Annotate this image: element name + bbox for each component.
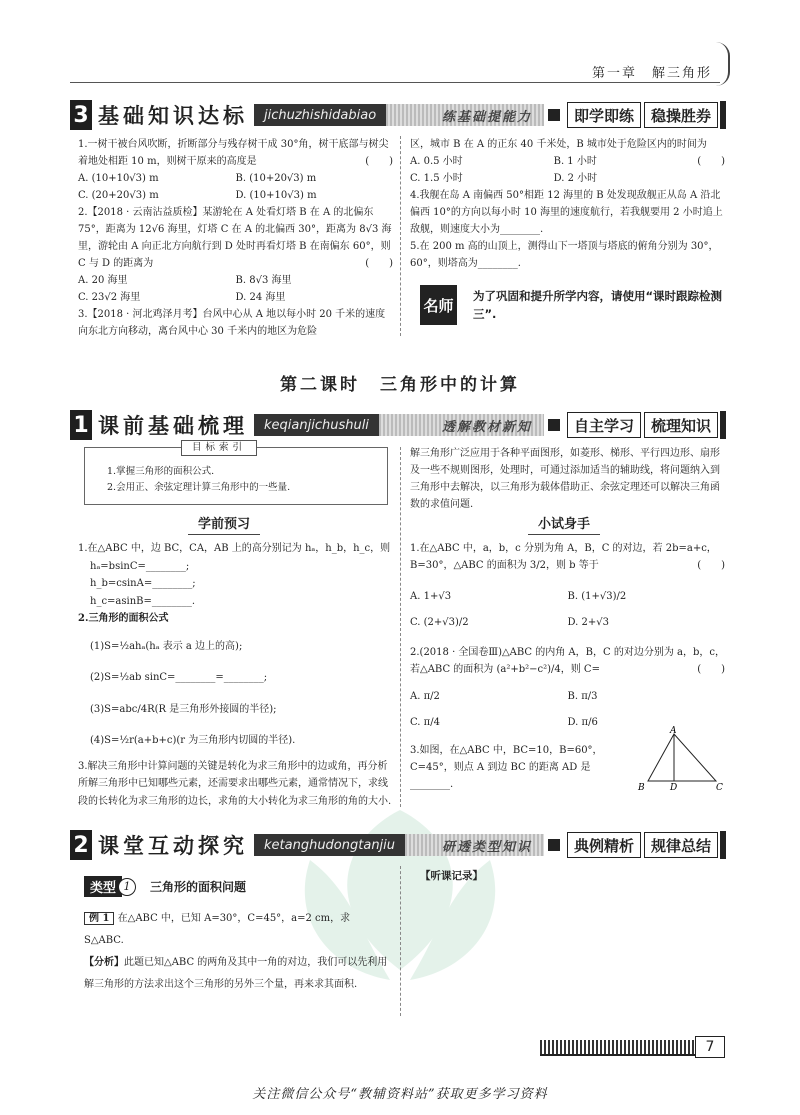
banner-end [720,831,726,859]
item-2-line-1: (1)S=½ahₐ(hₐ 表示 a 边上的高); [90,640,243,652]
type-number: 1 [118,878,136,896]
type-label: 类型 [84,876,122,897]
question-3-continued: 区，城市 B 在 A 的正东 40 千米处，B 城市处于危险区内的时间为 ( ) [410,139,725,167]
section-title: 基础知识达标 [98,104,248,128]
item-3: 3.解决三角形中计算问题的关键是转化为求三角形中的边或角，再分析所解三角形中已知哪些元素，还需要求出哪些元素，通常情况下，求线段的长转化为求三角形的边长，求角的大小转化为求三角形的角的大小. [78,760,392,807]
label-b: B [638,783,645,792]
chapter-bracket [714,42,730,86]
section-slogan: 练基础提能力 [386,104,544,126]
triangle-abc [648,734,716,781]
triangle-figure [636,726,726,792]
section-box-2: 梳理知识 [644,412,718,438]
page-number: 7 [695,1036,725,1058]
section-pinyin: keqianjichushuli [254,414,379,436]
section-title: 课前基础梳理 [98,414,248,438]
example-1: 例 1 在△ABC 中，已知 A=30°，C=45°，a=2 cm，求 S△ABC. [84,913,351,946]
try-question-2-options: A. π/2 B. π/3 C. π/4 D. π/6 [410,691,598,728]
label-c: C [716,783,723,792]
preview-right-column [410,445,725,513]
banner-end [720,101,726,129]
item-1-line-2: h_b=csinA=________; [90,578,196,589]
right-intro: 解三角形广泛应用于各种平面图形，如菱形、梯形、平行四边形、扇形及一些不规则图形，处理时，可通过添加适当的辅助线，将问题纳入到三角形中去解决，以三角形为载体借助正、余弦定理还可以解决三角函数的求值问题. [410,448,720,510]
question-1: 1.一树干被台风吹断，折断部分与残存树干成 30°角，树干底部与树尖着地处相距 10 m，则树干原来的高度是 ( ) [78,139,393,167]
section-box-1: 典例精析 [567,832,641,858]
section-banner-preview [70,410,726,440]
question-5: 5.在 200 m 高的山顶上，测得山下一塔顶与塔底的俯角分别为 30°，60°，则塔高为________. [410,241,719,269]
section-slogan: 透解教材新知 [379,414,544,436]
question-2: 2.【2018 · 云南沾益质检】某游轮在 A 处看灯塔 B 在 A 的北偏东 75°，距离为 12√6 海里，灯塔 C 在 A 的北偏西 30°，距离为 8√3 海里，游轮由 A 向正北方向航行到 D 处时再看灯塔 B 在南偏东 60°，则 C 与 D 的距离为 ( ) [78,207,393,269]
example-block [84,908,392,996]
question-1-options: A. (10+10√3) m B. (10+20√3) m C. (20+20√3) m D. (10+10√3) m [78,173,317,201]
label-d: D [670,783,678,792]
pre-study-heading: 学前预习 [188,513,260,535]
item-2-line-3: (3)S=abc/4R(R 是三角形外接圆的半径); [90,703,277,715]
section-pinyin: jichuzhishidabiao [254,104,386,126]
try-question-2: 2.(2018 · 全国卷Ⅲ)△ABC 的内角 A，B，C 的对边分别为 a，b，c，若△ABC 的面积为 (a²+b²−c²)/4，则 C= ( ) [410,647,725,675]
teacher-tag: 名师 [420,285,457,325]
section-number: 1 [70,410,92,440]
item-1-line-3: h_c=asinB=________. [90,595,196,607]
question-2-options: A. 20 海里 B. 8√3 海里 C. 23√2 海里 D. 24 海里 [78,275,292,303]
teacher-note [420,285,725,325]
section-box-2: 规律总结 [644,832,718,858]
chapter-title: 第一章 解三角形 [591,66,712,81]
try-heading: 小试身手 [528,513,600,535]
item-2-line-4: (4)S=½r(a+b+c)(r 为三角形内切圆的半径). [90,735,296,746]
class-record-label: 【听课记录】 [420,870,483,882]
square-icon [548,419,560,431]
section-slogan: 研透类型知识 [405,834,544,856]
section-box-1: 即学即练 [567,102,641,128]
header-rule [70,82,720,83]
section-banner-review [70,100,726,130]
section-number: 2 [70,830,92,860]
goal-1: 1.掌握三角形的面积公式. [107,466,215,477]
question-3-options: A. 0.5 小时 B. 1 小时 C. 1.5 小时 D. 2 小时 [410,156,598,184]
goal-caption: 目标索引 [181,440,257,456]
column-divider [400,866,401,1016]
item-2: 2.三角形的面积公式 [78,613,169,624]
label-a: A [670,726,677,736]
banner-end [720,411,726,439]
try-question-3: 3.如图，在△ABC 中，BC=10，B=60°，C=45°，则点 A 到边 BC 的距离 AD 是________. [410,745,603,790]
lesson-title: 第二课时 三角形中的计算 [280,375,520,395]
item-2-line-2: (2)S=½ab sinC=________=________; [90,672,268,683]
pre-study-content [78,540,393,810]
try-question-1: 1.在△ABC 中，a，b，c 分别为角 A，B，C 的对边，若 2b=a+c，B=30°，△ABC 的面积为 3/2，则 b 等于 ( ) [410,543,725,571]
teacher-text: 为了巩固和提升所学内容，请使用“课时跟踪检测三”. [473,289,723,321]
question-3: 3.【2018 · 河北鸡泽月考】台风中心从 A 地以每小时 20 千米的速度向东北方向移动，离台风中心 30 千米内的地区为危险 [78,309,386,337]
square-icon [548,839,560,851]
square-icon [548,109,560,121]
footer-note: 关注微信公众号“教辅资料站”获取更多学习资料 [252,1087,548,1102]
review-right-column [410,136,725,272]
section-banner-explore [70,830,726,860]
section-title: 课堂互动探究 [98,834,248,858]
goal-2: 2.会用正、余弦定理计算三角形中的一些量. [107,482,291,493]
try-question-1-options: A. 1+√3 B. (1+√3)/2 C. (2+√3)/2 D. 2+√3 [410,591,627,628]
review-left-column [78,136,393,340]
example-label: 例 1 [84,912,114,925]
column-divider [400,136,401,336]
section-pinyin: ketanghudongtanjiu [254,834,405,856]
type-name: 三角形的面积问题 [150,880,247,894]
item-1-line-1: hₐ=bsinC=________; [90,560,190,572]
item-1: 1.在△ABC 中，边 BC，CA，AB 上的高分别记为 hₐ，h_b，h_c，则 [78,543,391,554]
section-number: 3 [70,100,92,130]
section-box-2: 稳操胜券 [644,102,718,128]
goal-box [84,442,388,505]
analysis: 【分析】此题已知△ABC 的两角及其中一角的对边，我们可以先利用解三角形的方法求出这个三角形的另外三个量，再来求其面积. [84,957,388,990]
section-box-1: 自主学习 [567,412,641,438]
type-tag [84,876,246,897]
question-4: 4.我舰在岛 A 南偏西 50°相距 12 海里的 B 处发现敌舰正从岛 A 沿北偏西 10°的方向以每小时 10 海里的速度航行，若我舰要用 2 小时追上敌舰，则速度大小为________. [410,190,723,235]
column-divider [400,447,401,807]
